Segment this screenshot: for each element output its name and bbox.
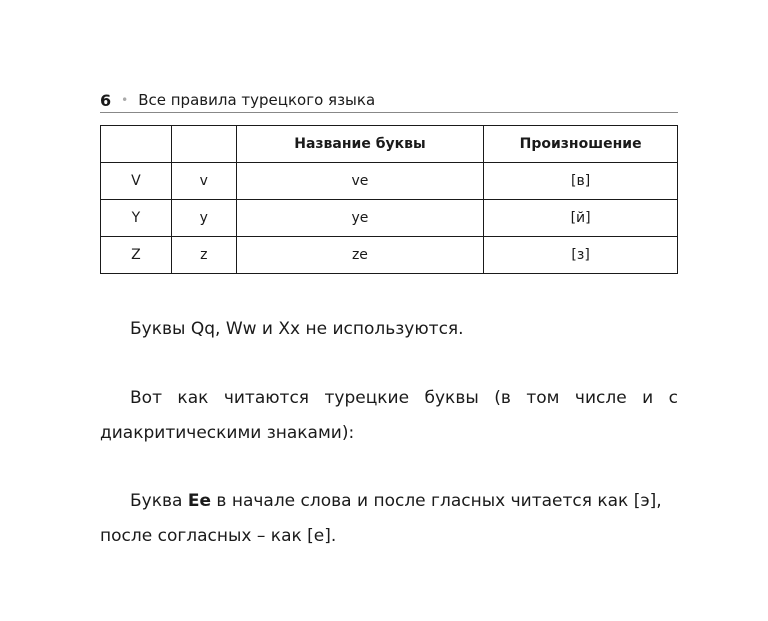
book-title: Все правила турецкого языка bbox=[138, 91, 376, 109]
table-cell: Y bbox=[101, 200, 172, 237]
table-header-letter-name: Название буквы bbox=[236, 126, 484, 163]
table-cell: V bbox=[101, 163, 172, 200]
table-header-row bbox=[101, 126, 678, 163]
paragraph-letter-e bbox=[100, 484, 678, 554]
alphabet-table bbox=[100, 125, 678, 274]
table-cell: [й] bbox=[484, 200, 678, 237]
separator-dot: • bbox=[121, 93, 129, 107]
running-header bbox=[100, 88, 678, 113]
table-cell: ze bbox=[236, 237, 484, 274]
table-cell: v bbox=[171, 163, 236, 200]
table-cell: ye bbox=[236, 200, 484, 237]
table-header-cell bbox=[171, 126, 236, 163]
page-number: 6 bbox=[100, 90, 112, 110]
table-row bbox=[101, 237, 678, 274]
table-row bbox=[101, 163, 678, 200]
table-cell: y bbox=[171, 200, 236, 237]
paragraph-reading-intro: Вот как читаются турецкие буквы (в том числе и с диакритическими знаками): bbox=[100, 388, 678, 443]
table-cell: [з] bbox=[484, 237, 678, 274]
paragraph-unused-letters: Буквы Qq, Ww и Xx не используются. bbox=[130, 319, 464, 339]
paragraph-text: Буква bbox=[130, 491, 188, 511]
table-cell: [в] bbox=[484, 163, 678, 200]
table-row bbox=[101, 200, 678, 237]
table-cell: z bbox=[171, 237, 236, 274]
table-header-cell bbox=[101, 126, 172, 163]
bold-letter: Ee bbox=[187, 491, 211, 511]
table-cell: ve bbox=[236, 163, 484, 200]
paragraph-text: в начале слова и после гласных читается как [э], после согласных – как [е]. bbox=[100, 491, 662, 546]
table-header-pronunciation: Произношение bbox=[484, 126, 678, 163]
table-cell: Z bbox=[101, 237, 172, 274]
